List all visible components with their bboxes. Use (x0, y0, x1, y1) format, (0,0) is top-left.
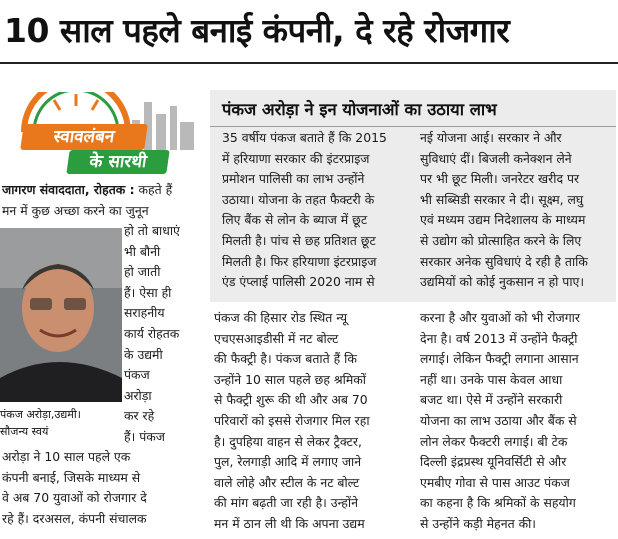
box-text-line: से उद्योग को प्रोत्साहित करने के लिए (420, 232, 582, 248)
box-text-line: लिए बैंक से लोन के ब्याज में छूट (222, 212, 368, 228)
box-title: पंकज अरोड़ा ने इन योजनाओं का उठाया लाभ (222, 100, 497, 119)
caption-line-2: सौजन्य स्वयं (0, 425, 49, 438)
article-text-line: का कहना है कि श्रमिकों के सहयोग (420, 495, 576, 511)
box-text-line: मिलती है। फिर हरियाणा इंटरप्राइज (222, 253, 377, 269)
article-text-line: मन में ठान ली थी कि अपना उद्यम (214, 515, 365, 531)
logo-line1: स्वावलंबन (20, 124, 148, 150)
photo-caption (0, 406, 124, 440)
box-column-2 (420, 128, 612, 293)
article-column-1-bottom (2, 447, 206, 529)
article-text-line: पंकज (124, 367, 150, 383)
article-text-line: उन्होंने 10 साल पहले छह श्रमिकों (214, 371, 367, 387)
box-text-line: प्रमोशन पालिसी का लाभ उन्होंने (222, 171, 365, 187)
article-text-line: बजट था। ऐसे में उन्होंने सरकारी (420, 392, 563, 408)
article-text-line: की फैक्ट्री है। पंकज बताते हैं कि (214, 351, 357, 367)
article-text-line: नहीं था। उनके पास केवल आधा (420, 371, 563, 387)
box-text-line: 35 वर्षीय पंकज बताते हैं कि 2015 (222, 130, 387, 145)
article-text-line: एमबीए गोवा से पास आउट पंकज (420, 474, 570, 490)
article-text-line: की मांग बढ़ती जा रही है। उन्होंने (214, 495, 358, 511)
article-text-line: वाले लोहे और स्टील के नट बोल्ट (214, 474, 360, 490)
first-line-rest: कहते हैं (138, 182, 173, 197)
series-logo (4, 92, 202, 178)
box-text-line: भी सब्सिडी सरकार ने दी। सूक्ष्म, लघु (420, 191, 584, 207)
article-text-line: भी बौनी (124, 243, 161, 259)
article-text-line: कर रहे (124, 408, 155, 424)
article-text-line: योजना का लाभ उठाया और बैंक से (420, 412, 577, 428)
box-text-line: सरकार अनेक सुविधाएं दे रही है ताकि (420, 253, 588, 269)
article-text-line: एचएसआइडीसी में नट बोल्ट (214, 330, 339, 346)
article-text-line: हो जाती (124, 264, 161, 280)
article-text-line: हैं। पंकज (124, 428, 165, 444)
box-text-line: एंड एंप्लाई पालिसी 2020 नाम से (222, 274, 375, 290)
box-text-line: उठाया। योजना के तहत फैक्टरी के (222, 191, 375, 207)
headline: 10 साल पहले बनाई कंपनी, दे रहे रोजगार (4, 11, 510, 50)
article-text-line: करना है और युवाओं को भी रोजगार (420, 310, 580, 325)
article-text-line: हो तो बाधाएं (124, 223, 180, 238)
article-text-line: देना है। वर्ष 2013 में उन्होंने फैक्ट्री (420, 330, 578, 346)
article-text-line: रहे हैं। दरअसल, कंपनी संचालक (2, 510, 147, 526)
caption-line-1: पंकज अरोड़ा,उद्यमी। (0, 408, 81, 421)
article-text-line: कार्य रोहतक (124, 325, 180, 341)
portrait-photo (0, 228, 122, 402)
box-text-line: पर भी छूट मिली। जनरेटर खरीद पर (420, 171, 580, 187)
box-divider (210, 126, 616, 127)
article-text-line: पंकज की हिसार रोड स्थित न्यू (214, 310, 348, 325)
intro-line: मन में कुछ अच्छा करने का जुनून (2, 202, 149, 218)
article-text-line: लोन लेकर फैक्टरी लगाई। बी टेक (420, 433, 568, 449)
box-column-1 (222, 128, 412, 293)
article-narrow-column (124, 221, 206, 448)
article-text-line: से फैक्ट्री शुरू की थी और अब 70 (214, 392, 368, 408)
article-text-line: परिवारों को इससे रोजगार मिल रहा (214, 412, 370, 428)
article-text-line: अरोड़ा ने 10 साल पहले एक (2, 449, 131, 464)
article-text-line: लगाई। लेकिन फैक्ट्री लगाना आसान (420, 351, 579, 367)
article-text-line: दिल्ली इंद्रप्रस्थ यूनिवर्सिटी से और (420, 454, 567, 470)
article-column-3 (420, 308, 616, 535)
box-text-line: उद्यमियों को कोई नुकसान न हो पाए। (420, 274, 585, 290)
article-text-line: कंपनी बनाई, जिसके माध्यम से (2, 469, 141, 485)
article-text-line: सराहनीय (124, 305, 165, 321)
portrait-person-icon (0, 228, 122, 402)
box-text-line: मिलती है। पांच से छह प्रतिशत छूट (222, 232, 376, 248)
box-text-line: नई योजना आई। सरकार ने और (420, 130, 562, 145)
article-text-line: से उन्होंने कड़ी मेहनत की। (420, 515, 536, 531)
box-text-line: सुविधाएं दीं। बिजली कनेक्शन लेने (420, 150, 572, 166)
dateline: जागरण संवाददाता, रोहतक : (2, 182, 135, 197)
article-text-line: के उद्यमी (124, 346, 163, 362)
article-text-line: अरोड़ा (124, 387, 152, 403)
article-text-line: वे अब 70 युवाओं को रोजगार दे (2, 490, 147, 506)
article-column-1 (2, 180, 206, 221)
box-text-line: एवं मध्यम उद्यम निदेशालय के माध्यम (420, 212, 586, 228)
article-text-line: पुल, रेलगाड़ी आदि में लगाए जाने (214, 454, 362, 470)
box-text-line: में हरियाणा सरकार की इंटरप्राइज (222, 150, 370, 166)
headline-rule (0, 62, 618, 64)
logo-line2: के सारथी (66, 150, 169, 174)
article-text-line: हैं। ऐसा ही (124, 284, 172, 300)
article-column-2 (214, 308, 412, 535)
article-text-line: है। दुपहिया वाहन से लेकर ट्रैक्टर, (214, 433, 362, 449)
